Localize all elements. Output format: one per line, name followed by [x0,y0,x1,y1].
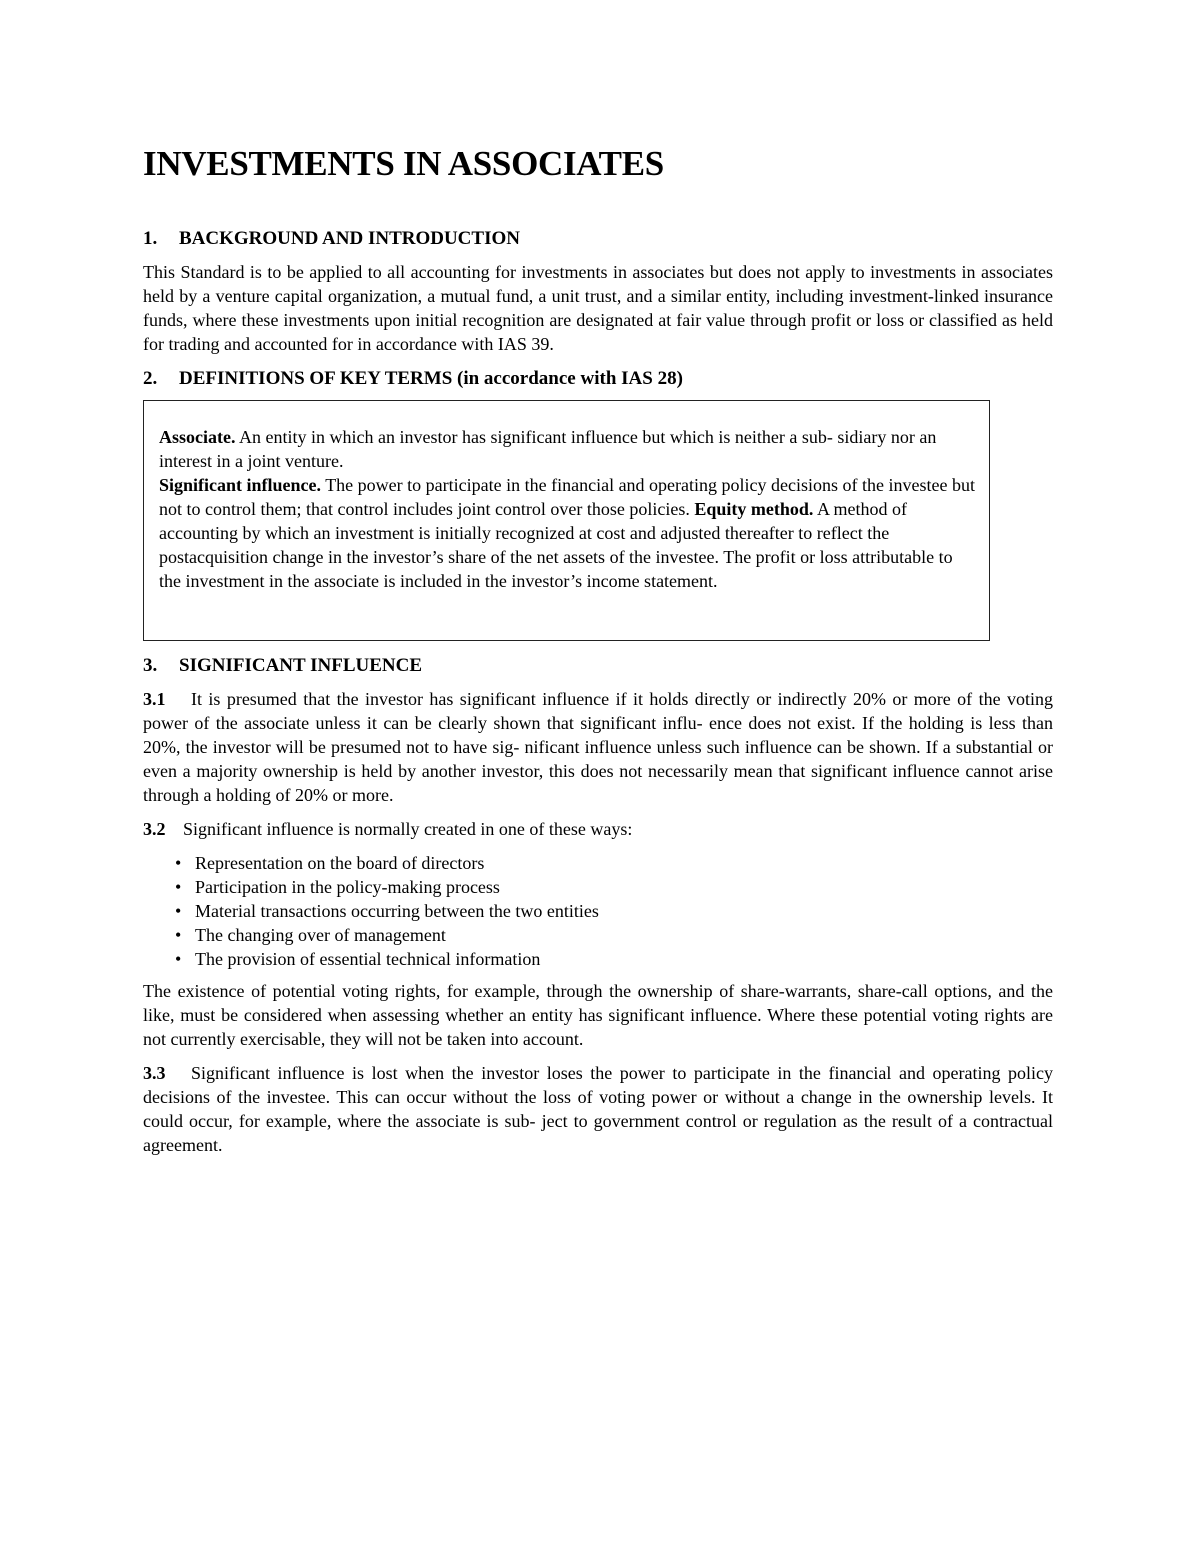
section-2-title: DEFINITIONS OF KEY TERMS (in accordance with IAS 28) [179,368,683,389]
paragraph-3-2 [143,817,1053,841]
definition-term: Equity method. [694,499,814,519]
definition-text: An entity in which an investor has significant influence but which is neither a sub- sidiary nor an interest in a joint venture. [159,427,937,471]
paragraph-text: Significant influence is normally created in one of these ways: [183,819,633,839]
paragraph-number: 3.1 [143,689,166,709]
bullet-icon: • [175,877,182,897]
document-title: INVESTMENTS IN ASSOCIATES [143,144,664,183]
section-1-title: BACKGROUND AND INTRODUCTION [179,228,520,249]
section-2-heading [143,366,1053,392]
section-3-title: SIGNIFICANT INFLUENCE [179,655,423,676]
section-3-number: 3. [143,655,158,676]
list-item: • The changing over of management [175,925,446,945]
list-item: • Material transactions occurring between the two entities [175,901,599,921]
paragraph-3-3 [143,1061,1053,1157]
document-page [143,140,1053,1167]
definition-text: The power to participate in the financial and operating policy decisions of the investee but not to control them; that control includes joint control over those policies. [159,475,975,519]
paragraph-number: 3.2 [143,819,166,839]
section-1-number: 1. [143,228,158,249]
list-item: • Participation in the policy-making process [175,877,500,897]
paragraph-3-1 [143,687,1053,807]
definition-term: Significant influence. [159,475,322,495]
paragraph-text: It is presumed that the investor has significant influence if it holds directly or indirectly 20% or more of the voting power of the associate unless it can be clearly shown that significant influ- ence does not exist. If the holding is less than 20%, the investor will be presumed not to have sig- nificant influence unless such influence can be shown. If a substantial or even a majority ownership is held by another investor, this does not necessarily mean that significant influence cannot arise through a holding of 20% or more. [143,689,1053,805]
paragraph-potential-voting-rights: The existence of potential voting rights, for example, through the ownership of share-warrants, share-call options, and the like, must be considered when assessing whether an entity has significant influence. Where these potential voting rights are not currently exercisable, they will not be taken into account. [143,981,1053,1049]
paragraph-text: Significant influence is lost when the investor loses the power to participate in the financial and operating policy decisions of the investee. This can occur without the loss of voting power or without a change in the ownership levels. It could occur, for example, where the associate is sub- ject to government control or regulation as the result of a contractual agreement. [143,1063,1053,1155]
definitions-box [143,400,990,641]
definition-significant-influence-equity [159,473,975,593]
list-item: • Representation on the board of directors [175,853,485,873]
section-1-body: This Standard is to be applied to all accounting for investments in associates but does not apply to investments in associates held by a venture capital organization, a mutual fund, a unit trust, and a similar entity, including investment-linked insurance funds, where these investments upon initial recognition are designated at fair value through profit or loss or classified as held for trading and accounted for in accordance with IAS 39. [143,262,1053,354]
bullet-icon: • [175,853,182,873]
section-3-heading [143,653,1053,679]
paragraph-number: 3.3 [143,1063,166,1083]
definition-text: A method of accounting by which an investment is initially recognized at cost and adjusted thereafter to reflect the postacquisition change in the investor’s share of the net assets of the investee. The profit or loss attributable to the investment in the associate is included in the investor’s income statement. [159,499,953,591]
bullet-icon: • [175,925,182,945]
bullet-icon: • [175,949,182,969]
influence-ways-list [143,851,1053,971]
section-1-heading [143,226,1053,252]
definition-associate [159,425,975,473]
definition-term: Associate. [159,427,236,447]
bullet-icon: • [175,901,182,921]
list-item: • The provision of essential technical information [175,949,541,969]
section-2-number: 2. [143,368,158,389]
